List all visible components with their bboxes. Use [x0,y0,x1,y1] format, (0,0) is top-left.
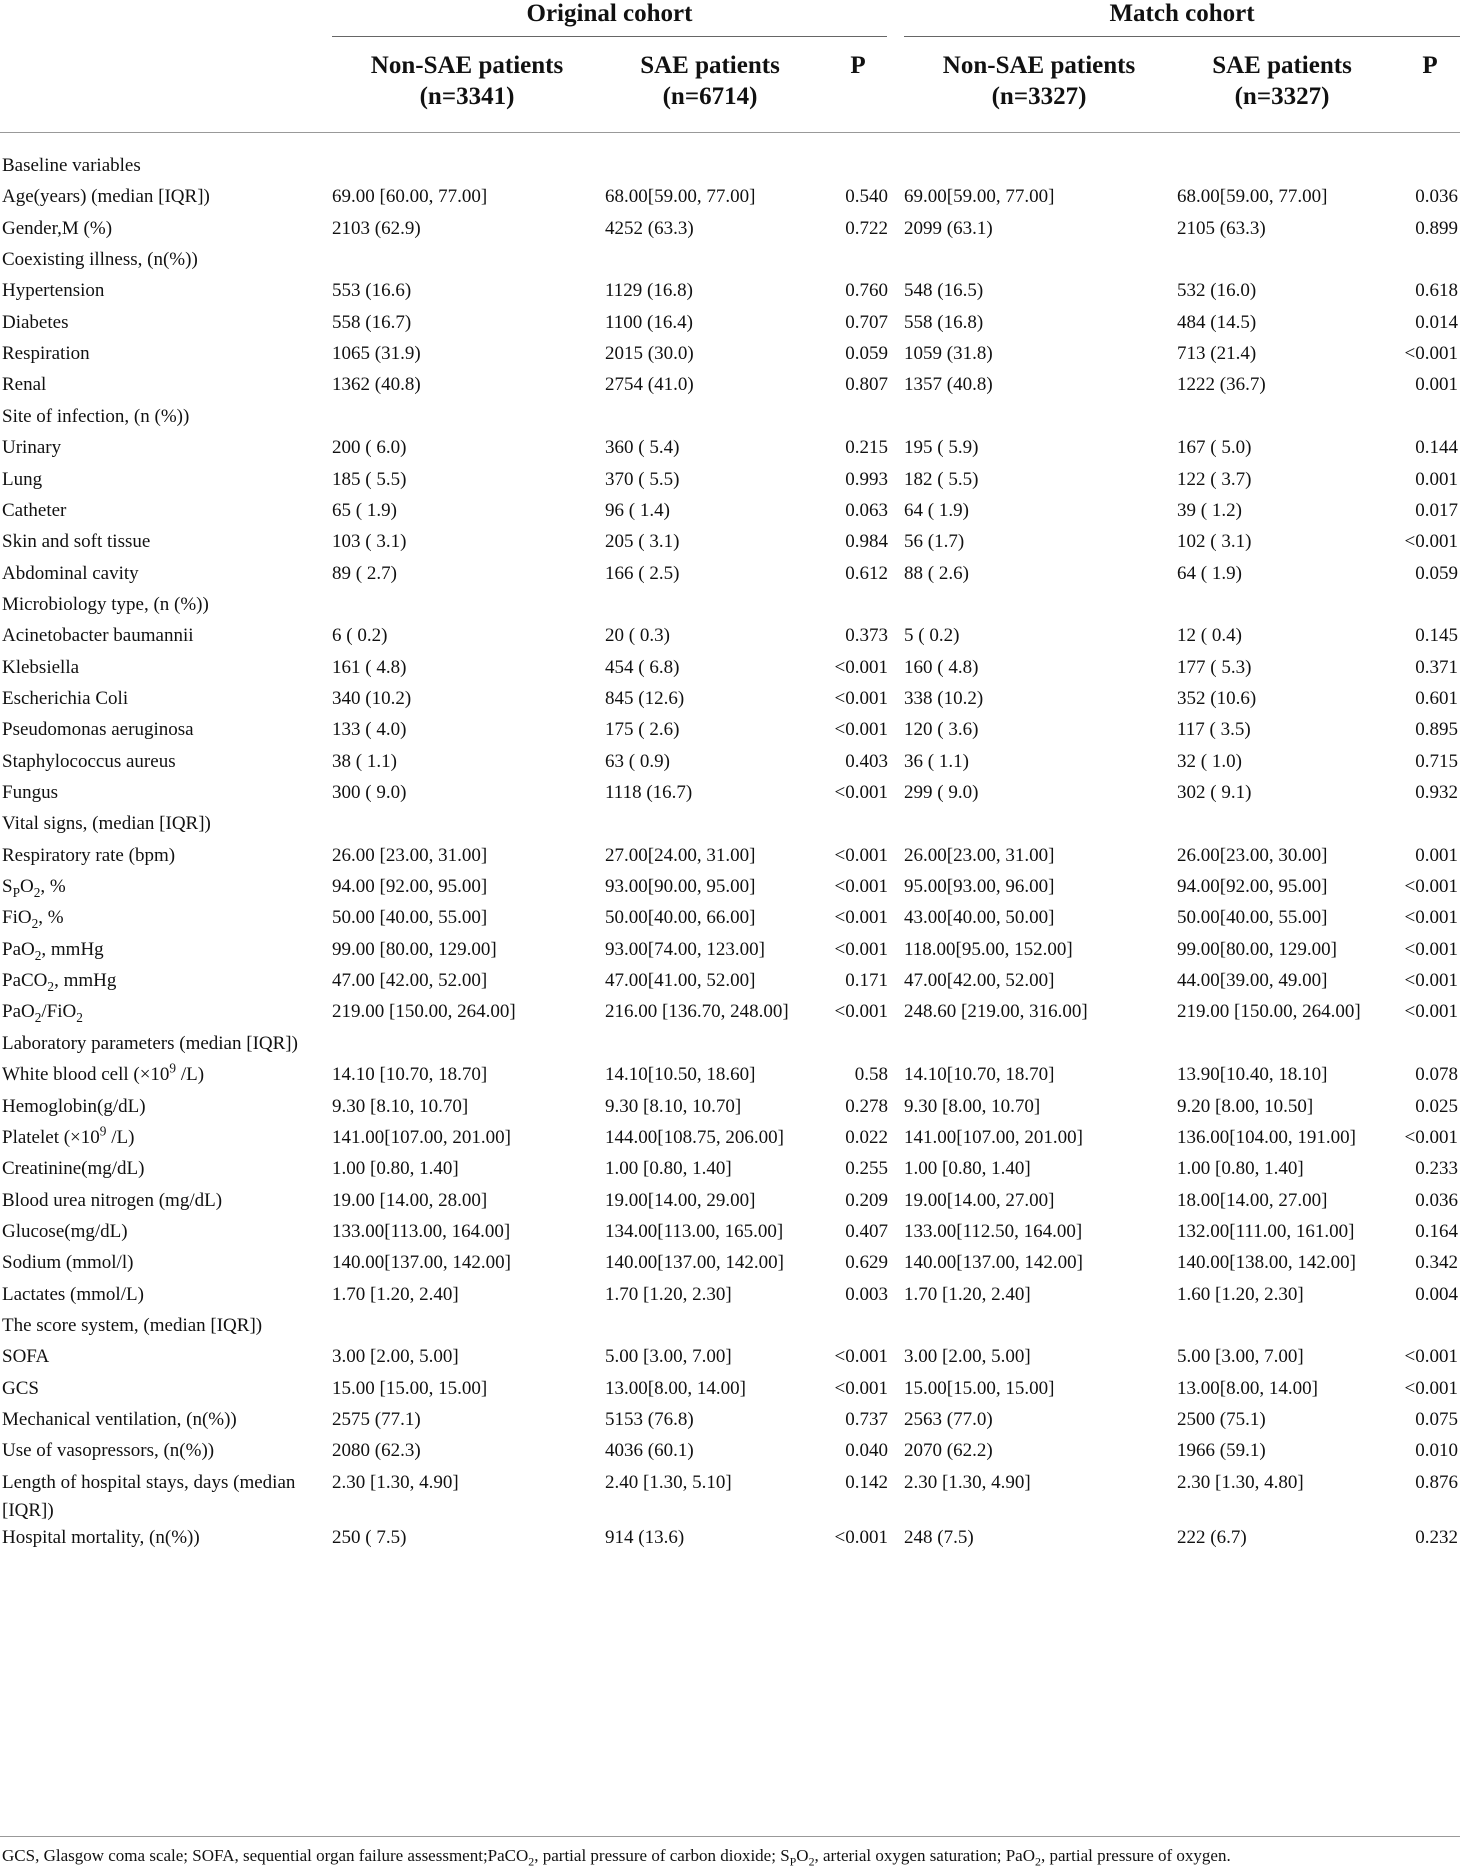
p-match-cell: <0.001 [1404,1127,1458,1148]
sae-original-cell: 140.00[137.00, 142.00] [605,1252,784,1273]
column-header-line: (n=6714) [662,83,758,110]
p-original-cell: 0.373 [845,625,888,646]
p-match-cell: 0.144 [1415,437,1458,458]
row-label: GCS [2,1378,39,1399]
non-sae-match-cell: 548 (16.5) [904,280,984,301]
group-title-match: Match cohort [1109,0,1255,27]
row-label: Diabetes [2,312,69,333]
group-rule-original [332,36,887,37]
p-original-cell: <0.001 [834,688,888,709]
row-label: Gender,M (%) [2,218,113,239]
sae-original-cell: 19.00[14.00, 29.00] [605,1190,756,1211]
non-sae-match-cell: 9.30 [8.00, 10.70] [904,1096,1041,1117]
sae-match-cell: 44.00[39.00, 49.00] [1177,970,1328,991]
row-label: Use of vasopressors, (n(%)) [2,1440,215,1461]
column-header-non-sae-original [332,50,602,112]
non-sae-original-cell: 89 ( 2.7) [332,563,397,584]
sae-original-cell: 166 ( 2.5) [605,563,680,584]
p-original-cell: <0.001 [834,1001,888,1022]
p-match-cell: <0.001 [1404,343,1458,364]
p-match-cell: 0.010 [1415,1440,1458,1461]
group-title-original: Original cohort [526,0,693,27]
sae-match-cell: 302 ( 9.1) [1177,782,1252,803]
non-sae-match-cell: 95.00[93.00, 96.00] [904,876,1055,897]
column-header-p-original: P [850,52,866,79]
sae-match-cell: 26.00[23.00, 30.00] [1177,845,1328,866]
p-original-cell: 0.707 [845,312,888,333]
p-original-cell: 0.209 [845,1190,888,1211]
p-original-cell: 0.278 [845,1096,888,1117]
p-original-cell: 0.063 [845,500,888,521]
non-sae-original-cell: 2080 (62.3) [332,1440,421,1461]
p-original-cell: 0.993 [845,469,888,490]
p-original-cell: 0.984 [845,531,888,552]
non-sae-original-cell: 99.00 [80.00, 129.00] [332,939,497,960]
sae-match-cell: 64 ( 1.9) [1177,563,1242,584]
sae-match-cell: 5.00 [3.00, 7.00] [1177,1346,1304,1367]
row-label: White blood cell ($\times 10^9$ /L) [2,1060,205,1085]
p-original-cell: 0.629 [845,1252,888,1273]
sae-match-cell: 9.20 [8.00, 10.50] [1177,1096,1314,1117]
non-sae-original-cell: 2.30 [1.30, 4.90] [332,1472,459,1493]
p-original-cell: 0.807 [845,374,888,395]
sae-original-cell: 50.00[40.00, 66.00] [605,907,756,928]
non-sae-match-cell: 15.00[15.00, 15.00] [904,1378,1055,1399]
row-label: Klebsiella [2,657,80,678]
p-original-cell: 0.255 [845,1158,888,1179]
p-match-cell: 0.932 [1415,782,1458,803]
non-sae-original-cell: 9.30 [8.10, 10.70] [332,1096,469,1117]
column-header-line: (n=3341) [419,83,515,110]
column-header-line: SAE patients [1212,52,1352,79]
sae-original-cell: 47.00[41.00, 52.00] [605,970,756,991]
non-sae-original-cell: 1362 (40.8) [332,374,421,395]
p-match-cell: <0.001 [1404,531,1458,552]
non-sae-original-cell: 1.00 [0.80, 1.40] [332,1158,459,1179]
non-sae-match-cell: 2099 (63.1) [904,218,993,239]
sae-match-cell: 222 (6.7) [1177,1527,1247,1548]
sae-match-cell: 39 ( 1.2) [1177,500,1242,521]
non-sae-original-cell: 15.00 [15.00, 15.00] [332,1378,488,1399]
sae-match-cell: 177 ( 5.3) [1177,657,1252,678]
p-original-cell: <0.001 [834,876,888,897]
sae-original-cell: 914 (13.6) [605,1527,685,1548]
non-sae-match-cell: 160 ( 4.8) [904,657,979,678]
row-label: Laboratory parameters (median [IQR]) [2,1033,298,1054]
row-label: The score system, (median [IQR]) [2,1315,263,1336]
non-sae-match-cell: 141.00[107.00, 201.00] [904,1127,1083,1148]
non-sae-original-cell: 161 ( 4.8) [332,657,407,678]
p-match-cell: <0.001 [1404,939,1458,960]
column-header-line: Non-SAE patients [370,52,564,79]
footer-rule [0,1836,1460,1837]
non-sae-original-cell: 103 ( 3.1) [332,531,407,552]
sae-match-cell: 94.00[92.00, 95.00] [1177,876,1328,897]
sae-match-cell: 1.00 [0.80, 1.40] [1177,1158,1304,1179]
header-rule [0,132,1460,133]
p-match-cell: <0.001 [1404,1346,1458,1367]
p-match-cell: 0.001 [1415,374,1458,395]
non-sae-match-cell: 88 ( 2.6) [904,563,969,584]
sae-original-cell: 5.00 [3.00, 7.00] [605,1346,732,1367]
row-label: Vital signs, (median [IQR]) [2,813,211,834]
p-original-cell: 0.059 [845,343,888,364]
non-sae-match-cell: 2.30 [1.30, 4.90] [904,1472,1031,1493]
row-label: PaO$_2$, mmHg [2,939,104,963]
sae-original-cell: 4036 (60.1) [605,1440,694,1461]
non-sae-original-cell: 200 ( 6.0) [332,437,407,458]
p-match-cell: 0.145 [1415,625,1458,646]
p-original-cell: 0.58 [854,1064,888,1085]
non-sae-original-cell: 47.00 [42.00, 52.00] [332,970,488,991]
sae-original-cell: 96 ( 1.4) [605,500,670,521]
non-sae-original-cell: 2103 (62.9) [332,218,421,239]
sae-original-cell: 1.70 [1.20, 2.30] [605,1284,732,1305]
p-match-cell: 0.036 [1415,1190,1458,1211]
non-sae-match-cell: 14.10[10.70, 18.70] [904,1064,1055,1085]
p-original-cell: <0.001 [834,939,888,960]
sae-match-cell: 713 (21.4) [1177,343,1257,364]
row-label: $S_PO_2$, % [2,876,66,900]
sae-original-cell: 63 ( 0.9) [605,751,670,772]
sae-match-cell: 117 ( 3.5) [1177,719,1251,740]
p-match-cell: 0.001 [1415,469,1458,490]
sae-match-cell: 2.30 [1.30, 4.80] [1177,1472,1304,1493]
row-label: Pseudomonas aeruginosa [2,719,194,740]
p-match-cell: 0.036 [1415,186,1458,207]
column-header-line: Non-SAE patients [942,52,1136,79]
column-header-line: SAE patients [640,52,780,79]
row-label: Blood urea nitrogen (mg/dL) [2,1190,223,1211]
column-header-sae-match [1177,50,1387,112]
non-sae-match-cell: 64 ( 1.9) [904,500,969,521]
sae-original-cell: 93.00[90.00, 95.00] [605,876,756,897]
row-label: Staphylococcus aureus [2,751,176,772]
sae-original-cell: 93.00[74.00, 123.00] [605,939,765,960]
sae-match-cell: 50.00[40.00, 55.00] [1177,907,1328,928]
column-header-non-sae-match [904,50,1174,112]
p-original-cell: 0.403 [845,751,888,772]
row-label: Skin and soft tissue [2,531,151,552]
p-original-cell: <0.001 [834,1378,888,1399]
p-original-cell: 0.722 [845,218,888,239]
sae-match-cell: 99.00[80.00, 129.00] [1177,939,1337,960]
non-sae-match-cell: 26.00[23.00, 31.00] [904,845,1055,866]
sae-original-cell: 1129 (16.8) [605,280,693,301]
non-sae-original-cell: 558 (16.7) [332,312,412,333]
p-original-cell: <0.001 [834,1527,888,1548]
non-sae-original-cell: 65 ( 1.9) [332,500,397,521]
non-sae-match-cell: 1.00 [0.80, 1.40] [904,1158,1031,1179]
p-match-cell: 0.715 [1415,751,1458,772]
row-label: Escherichia Coli [2,688,129,709]
non-sae-match-cell: 120 ( 3.6) [904,719,979,740]
row-label: SOFA [2,1346,50,1367]
row-label: Age(years) (median [IQR]) [2,186,210,207]
row-label: Lung [2,469,43,490]
row-label: PaCO$_2$, mmHg [2,970,117,994]
row-label: Baseline variables [2,155,141,176]
row-label: Acinetobacter baumannii [2,625,194,646]
sae-original-cell: 20 ( 0.3) [605,625,670,646]
p-original-cell: 0.407 [845,1221,888,1242]
sae-match-cell: 1222 (36.7) [1177,374,1266,395]
non-sae-match-cell: 1357 (40.8) [904,374,993,395]
sae-original-cell: 205 ( 3.1) [605,531,680,552]
column-header-line: (n=3327) [991,83,1087,110]
p-match-cell: 0.164 [1415,1221,1458,1242]
non-sae-original-cell: 3.00 [2.00, 5.00] [332,1346,459,1367]
sae-match-cell: 132.00[111.00, 161.00] [1177,1221,1355,1242]
p-original-cell: <0.001 [834,1346,888,1367]
non-sae-match-cell: 36 ( 1.1) [904,751,969,772]
sae-match-cell: 352 (10.6) [1177,688,1257,709]
p-original-cell: <0.001 [834,657,888,678]
row-label: Site of infection, (n (%)) [2,406,190,427]
non-sae-match-cell: 43.00[40.00, 50.00] [904,907,1055,928]
non-sae-match-cell: 56 (1.7) [904,531,965,552]
sae-original-cell: 144.00[108.75, 206.00] [605,1127,784,1148]
row-label: Fungus [2,782,58,803]
non-sae-original-cell: 340 (10.2) [332,688,412,709]
non-sae-match-cell: 248.60 [219.00, 316.00] [904,1001,1088,1022]
row-label: Respiration [2,343,90,364]
p-match-cell: <0.001 [1404,1378,1458,1399]
p-original-cell: <0.001 [834,907,888,928]
sae-match-cell: 484 (14.5) [1177,312,1257,333]
sae-match-cell: 2105 (63.3) [1177,218,1266,239]
sae-original-cell: 134.00[113.00, 165.00] [605,1221,784,1242]
row-label: Catheter [2,500,67,521]
non-sae-original-cell: 140.00[137.00, 142.00] [332,1252,511,1273]
p-match-cell: 0.371 [1415,657,1458,678]
sae-original-cell: 454 ( 6.8) [605,657,680,678]
row-label: Renal [2,374,47,395]
p-match-cell: 0.233 [1415,1158,1458,1179]
sae-match-cell: 13.00[8.00, 14.00] [1177,1378,1318,1399]
non-sae-match-cell: 195 ( 5.9) [904,437,979,458]
p-match-cell: 0.075 [1415,1409,1458,1430]
p-original-cell: 0.760 [845,280,888,301]
row-label: Platelet ($\times 10^9$ /L) [2,1123,135,1148]
sae-original-cell: 27.00[24.00, 31.00] [605,845,756,866]
sae-original-cell: 1118 (16.7) [605,782,693,803]
p-match-cell: 0.601 [1415,688,1458,709]
non-sae-match-cell: 1.70 [1.20, 2.40] [904,1284,1031,1305]
non-sae-original-cell: 250 ( 7.5) [332,1527,407,1548]
sae-match-cell: 136.00[104.00, 191.00] [1177,1127,1356,1148]
sae-original-cell: 4252 (63.3) [605,218,694,239]
non-sae-match-cell: 182 ( 5.5) [904,469,979,490]
p-match-cell: <0.001 [1404,907,1458,928]
sae-match-cell: 2500 (75.1) [1177,1409,1266,1430]
p-match-cell: 0.876 [1415,1472,1458,1493]
p-original-cell: <0.001 [834,719,888,740]
sae-match-cell: 219.00 [150.00, 264.00] [1177,1001,1361,1022]
p-match-cell: 0.899 [1415,218,1458,239]
row-label: Respiratory rate (bpm) [2,845,176,866]
row-label: Lactates (mmol/L) [2,1284,144,1305]
non-sae-match-cell: 299 ( 9.0) [904,782,979,803]
sae-original-cell: 2.40 [1.30, 5.10] [605,1472,732,1493]
row-label: FiO$_2$, % [2,907,64,931]
row-label: Abdominal cavity [2,563,139,584]
sae-original-cell: 9.30 [8.10, 10.70] [605,1096,742,1117]
p-match-cell: <0.001 [1404,1001,1458,1022]
row-label: Creatinine(mg/dL) [2,1158,145,1179]
sae-match-cell: 13.90[10.40, 18.10] [1177,1064,1328,1085]
non-sae-match-cell: 338 (10.2) [904,688,984,709]
non-sae-original-cell: 26.00 [23.00, 31.00] [332,845,488,866]
sae-match-cell: 102 ( 3.1) [1177,531,1252,552]
row-label: Microbiology type, (n (%)) [2,594,209,615]
p-match-cell: 0.004 [1415,1284,1458,1305]
p-original-cell: <0.001 [834,782,888,803]
non-sae-original-cell: 133 ( 4.0) [332,719,407,740]
non-sae-match-cell: 1059 (31.8) [904,343,993,364]
row-label: Length of hospital stays, days (median [IQR]) [2,1472,296,1521]
non-sae-original-cell: 219.00 [150.00, 264.00] [332,1001,516,1022]
non-sae-match-cell: 19.00[14.00, 27.00] [904,1190,1055,1211]
sae-original-cell: 1.00 [0.80, 1.40] [605,1158,732,1179]
row-label: Urinary [2,437,62,458]
non-sae-original-cell: 38 ( 1.1) [332,751,397,772]
sae-original-cell: 845 (12.6) [605,688,685,709]
non-sae-match-cell: 133.00[112.50, 164.00] [904,1221,1083,1242]
non-sae-original-cell: 2575 (77.1) [332,1409,421,1430]
non-sae-original-cell: 141.00[107.00, 201.00] [332,1127,511,1148]
non-sae-original-cell: 553 (16.6) [332,280,412,301]
row-label: Hemoglobin(g/dL) [2,1096,146,1117]
p-original-cell: 0.022 [845,1127,888,1148]
non-sae-original-cell: 6 ( 0.2) [332,625,388,646]
column-header-p-match: P [1422,52,1438,79]
non-sae-match-cell: 47.00[42.00, 52.00] [904,970,1055,991]
p-original-cell: 0.003 [845,1284,888,1305]
row-label: PaO$_2$/FiO$_2$ [2,1001,83,1025]
sae-original-cell: 360 ( 5.4) [605,437,680,458]
sae-original-cell: 2015 (30.0) [605,343,694,364]
non-sae-match-cell: 5 ( 0.2) [904,625,960,646]
p-original-cell: 0.142 [845,1472,888,1493]
p-original-cell: 0.737 [845,1409,888,1430]
non-sae-match-cell: 248 (7.5) [904,1527,974,1548]
sae-original-cell: 2754 (41.0) [605,374,694,395]
p-original-cell: 0.540 [845,186,888,207]
row-label: Hospital mortality, (n(%)) [2,1527,200,1548]
sae-original-cell: 175 ( 2.6) [605,719,680,740]
sae-match-cell: 1966 (59.1) [1177,1440,1266,1461]
non-sae-original-cell: 1.70 [1.20, 2.40] [332,1284,459,1305]
non-sae-original-cell: 133.00[113.00, 164.00] [332,1221,511,1242]
p-match-cell: <0.001 [1404,876,1458,897]
non-sae-match-cell: 2563 (77.0) [904,1409,993,1430]
non-sae-match-cell: 558 (16.8) [904,312,984,333]
non-sae-original-cell: 94.00 [92.00, 95.00] [332,876,488,897]
p-match-cell: 0.059 [1415,563,1458,584]
non-sae-match-cell: 3.00 [2.00, 5.00] [904,1346,1031,1367]
p-original-cell: 0.612 [845,563,888,584]
sae-match-cell: 12 ( 0.4) [1177,625,1242,646]
row-label: Sodium (mmol/l) [2,1252,134,1273]
non-sae-original-cell: 69.00 [60.00, 77.00] [332,186,488,207]
p-original-cell: 0.215 [845,437,888,458]
p-match-cell: 0.014 [1415,312,1458,333]
non-sae-original-cell: 300 ( 9.0) [332,782,407,803]
sae-match-cell: 68.00[59.00, 77.00] [1177,186,1328,207]
p-match-cell: 0.618 [1415,280,1458,301]
row-label: Coexisting illness, (n(%)) [2,249,198,270]
p-match-cell: <0.001 [1404,970,1458,991]
p-match-cell: 0.001 [1415,845,1458,866]
sae-original-cell: 370 ( 5.5) [605,469,680,490]
sae-original-cell: 13.00[8.00, 14.00] [605,1378,746,1399]
p-match-cell: 0.025 [1415,1096,1458,1117]
group-header-row [0,0,1460,40]
non-sae-original-cell: 185 ( 5.5) [332,469,407,490]
sae-original-cell: 68.00[59.00, 77.00] [605,186,756,207]
sae-original-cell: 1100 (16.4) [605,312,693,333]
non-sae-match-cell: 69.00[59.00, 77.00] [904,186,1055,207]
non-sae-original-cell: 14.10 [10.70, 18.70] [332,1064,488,1085]
sae-match-cell: 140.00[138.00, 142.00] [1177,1252,1356,1273]
row-label: Mechanical ventilation, (n(%)) [2,1409,237,1430]
non-sae-match-cell: 118.00[95.00, 152.00] [904,939,1073,960]
sae-match-cell: 32 ( 1.0) [1177,751,1242,772]
row-label: Glucose(mg/dL) [2,1221,128,1242]
sae-match-cell: 167 ( 5.0) [1177,437,1252,458]
sae-original-cell: 5153 (76.8) [605,1409,694,1430]
sae-match-cell: 18.00[14.00, 27.00] [1177,1190,1328,1211]
sae-original-cell: 216.00 [136.70, 248.00] [605,1001,789,1022]
sae-original-cell: 14.10[10.50, 18.60] [605,1064,756,1085]
non-sae-match-cell: 2070 (62.2) [904,1440,993,1461]
p-original-cell: <0.001 [834,845,888,866]
table-footnote: GCS, Glasgow coma scale; SOFA, sequential organ failure assessment;PaCO$_2$, partial pressure of carbon dioxide; $S_PO_2$, arterial oxygen saturation; PaO$_2$, partial pressure of oxygen. [2,1846,1231,1869]
non-sae-match-cell: 140.00[137.00, 142.00] [904,1252,1083,1273]
sae-match-cell: 1.60 [1.20, 2.30] [1177,1284,1304,1305]
sae-match-cell: 532 (16.0) [1177,280,1257,301]
column-header-sae-original [605,50,815,112]
p-original-cell: 0.040 [845,1440,888,1461]
group-rule-match [904,36,1460,37]
p-match-cell: 0.232 [1415,1527,1458,1548]
p-original-cell: 0.171 [845,970,888,991]
non-sae-original-cell: 50.00 [40.00, 55.00] [332,907,488,928]
p-match-cell: 0.017 [1415,500,1458,521]
non-sae-original-cell: 1065 (31.9) [332,343,421,364]
non-sae-original-cell: 19.00 [14.00, 28.00] [332,1190,488,1211]
column-header-line: (n=3327) [1234,83,1330,110]
sae-match-cell: 122 ( 3.7) [1177,469,1252,490]
p-match-cell: 0.895 [1415,719,1458,740]
p-match-cell: 0.342 [1415,1252,1458,1273]
p-match-cell: 0.078 [1415,1064,1458,1085]
row-label: Hypertension [2,280,105,301]
